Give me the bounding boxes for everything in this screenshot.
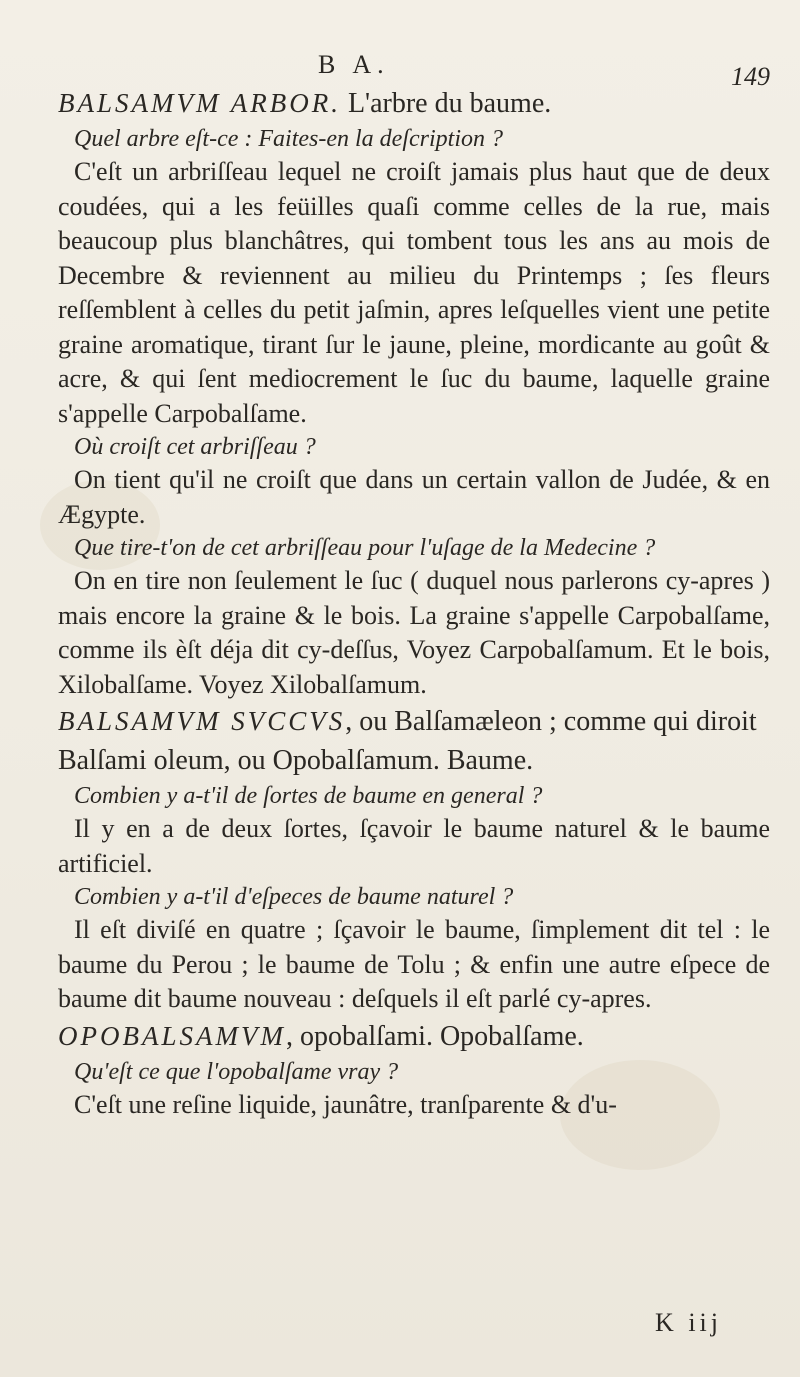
- page-number: 149: [731, 62, 770, 91]
- question: Où croiſt cet arbriſſeau ?: [74, 434, 316, 460]
- question: Que tire-t'on de cet arbriſſeau pour l'uſage de la Medecine ?: [74, 535, 656, 561]
- question: Combien y a-t'il d'eſpeces de baume naturel ?: [74, 884, 514, 910]
- answer-paragraph: Il y en a de deux ſortes, ſçavoir le baume naturel & le baume artificiel.: [58, 814, 770, 878]
- headword: BALSAMVM ARBOR.: [58, 88, 341, 118]
- answer-paragraph: On tient qu'il ne croiſt que dans un certain vallon de Judée, & en Ægypte.: [58, 465, 770, 529]
- headword-gloss: , ou Balſamæleon ; comme qui diroit Balſami oleum, ou Opobalſamum. Baume.: [58, 706, 757, 776]
- answer-paragraph: C'eſt une reſine liquide, jaunâtre, tranſparente & d'u-: [74, 1089, 617, 1119]
- entry-heading: [58, 1017, 770, 1056]
- headword-gloss: L'arbre du baume.: [340, 88, 552, 119]
- headword-gloss: , opobalſami. Opobalſame.: [285, 1020, 584, 1052]
- page-body: [58, 84, 770, 1122]
- headword: OPOBALSAMVM: [58, 1020, 286, 1051]
- question: Quel arbre eſt-ce : Faites-en la deſcription ?: [74, 126, 503, 152]
- answer-paragraph: On en tire non ſeulement le ſuc ( duquel nous parlerons cy-apres ) mais encore la graine & le bois. La graine s'appelle Carpobalſame, comme ils èſt déja dit cy-deſſus, Voyez Carpobalſamum. Et le bois, Xilobalſame. Voyez Xilobalſamum.: [58, 566, 770, 699]
- answer-paragraph: C'eſt un arbriſſeau lequel ne croiſt jamais plus haut que de deux coudées, qui a les feüilles quaſi comme celles de la rue, mais beaucoup plus blanchâtres, qui tombent tous les ans au mois de Decembre & reviennent au milieu du Printemps ; ſes fleurs reſſemblent à celles du petit jaſmin, apres leſquelles vient une petite graine aromatique, tirant ſur le jaune, pleine, mordicante au goût & acre, & qui ſent mediocrement le ſuc du baume, laquelle graine s'appelle Carpobalſame.: [58, 157, 770, 428]
- entry-heading: [58, 702, 770, 780]
- answer-paragraph: Il eſt diviſé en quatre ; ſçavoir le baume, ſimplement dit tel : le baume du Perou ; le baume de Tolu ; & enfin une autre eſpece de baume dit baume nouveau : deſquels il eſt parlé cy-apres.: [58, 915, 770, 1013]
- question: Combien y a-t'il de ſortes de baume en general ?: [74, 783, 543, 809]
- signature-mark: K iij: [655, 1308, 722, 1337]
- entry-heading: [58, 84, 770, 123]
- question: Qu'eſt ce que l'opobalſame vray ?: [74, 1058, 399, 1085]
- running-head: B A.: [318, 50, 390, 79]
- headword: BALSAMVM SVCCVS: [58, 706, 346, 736]
